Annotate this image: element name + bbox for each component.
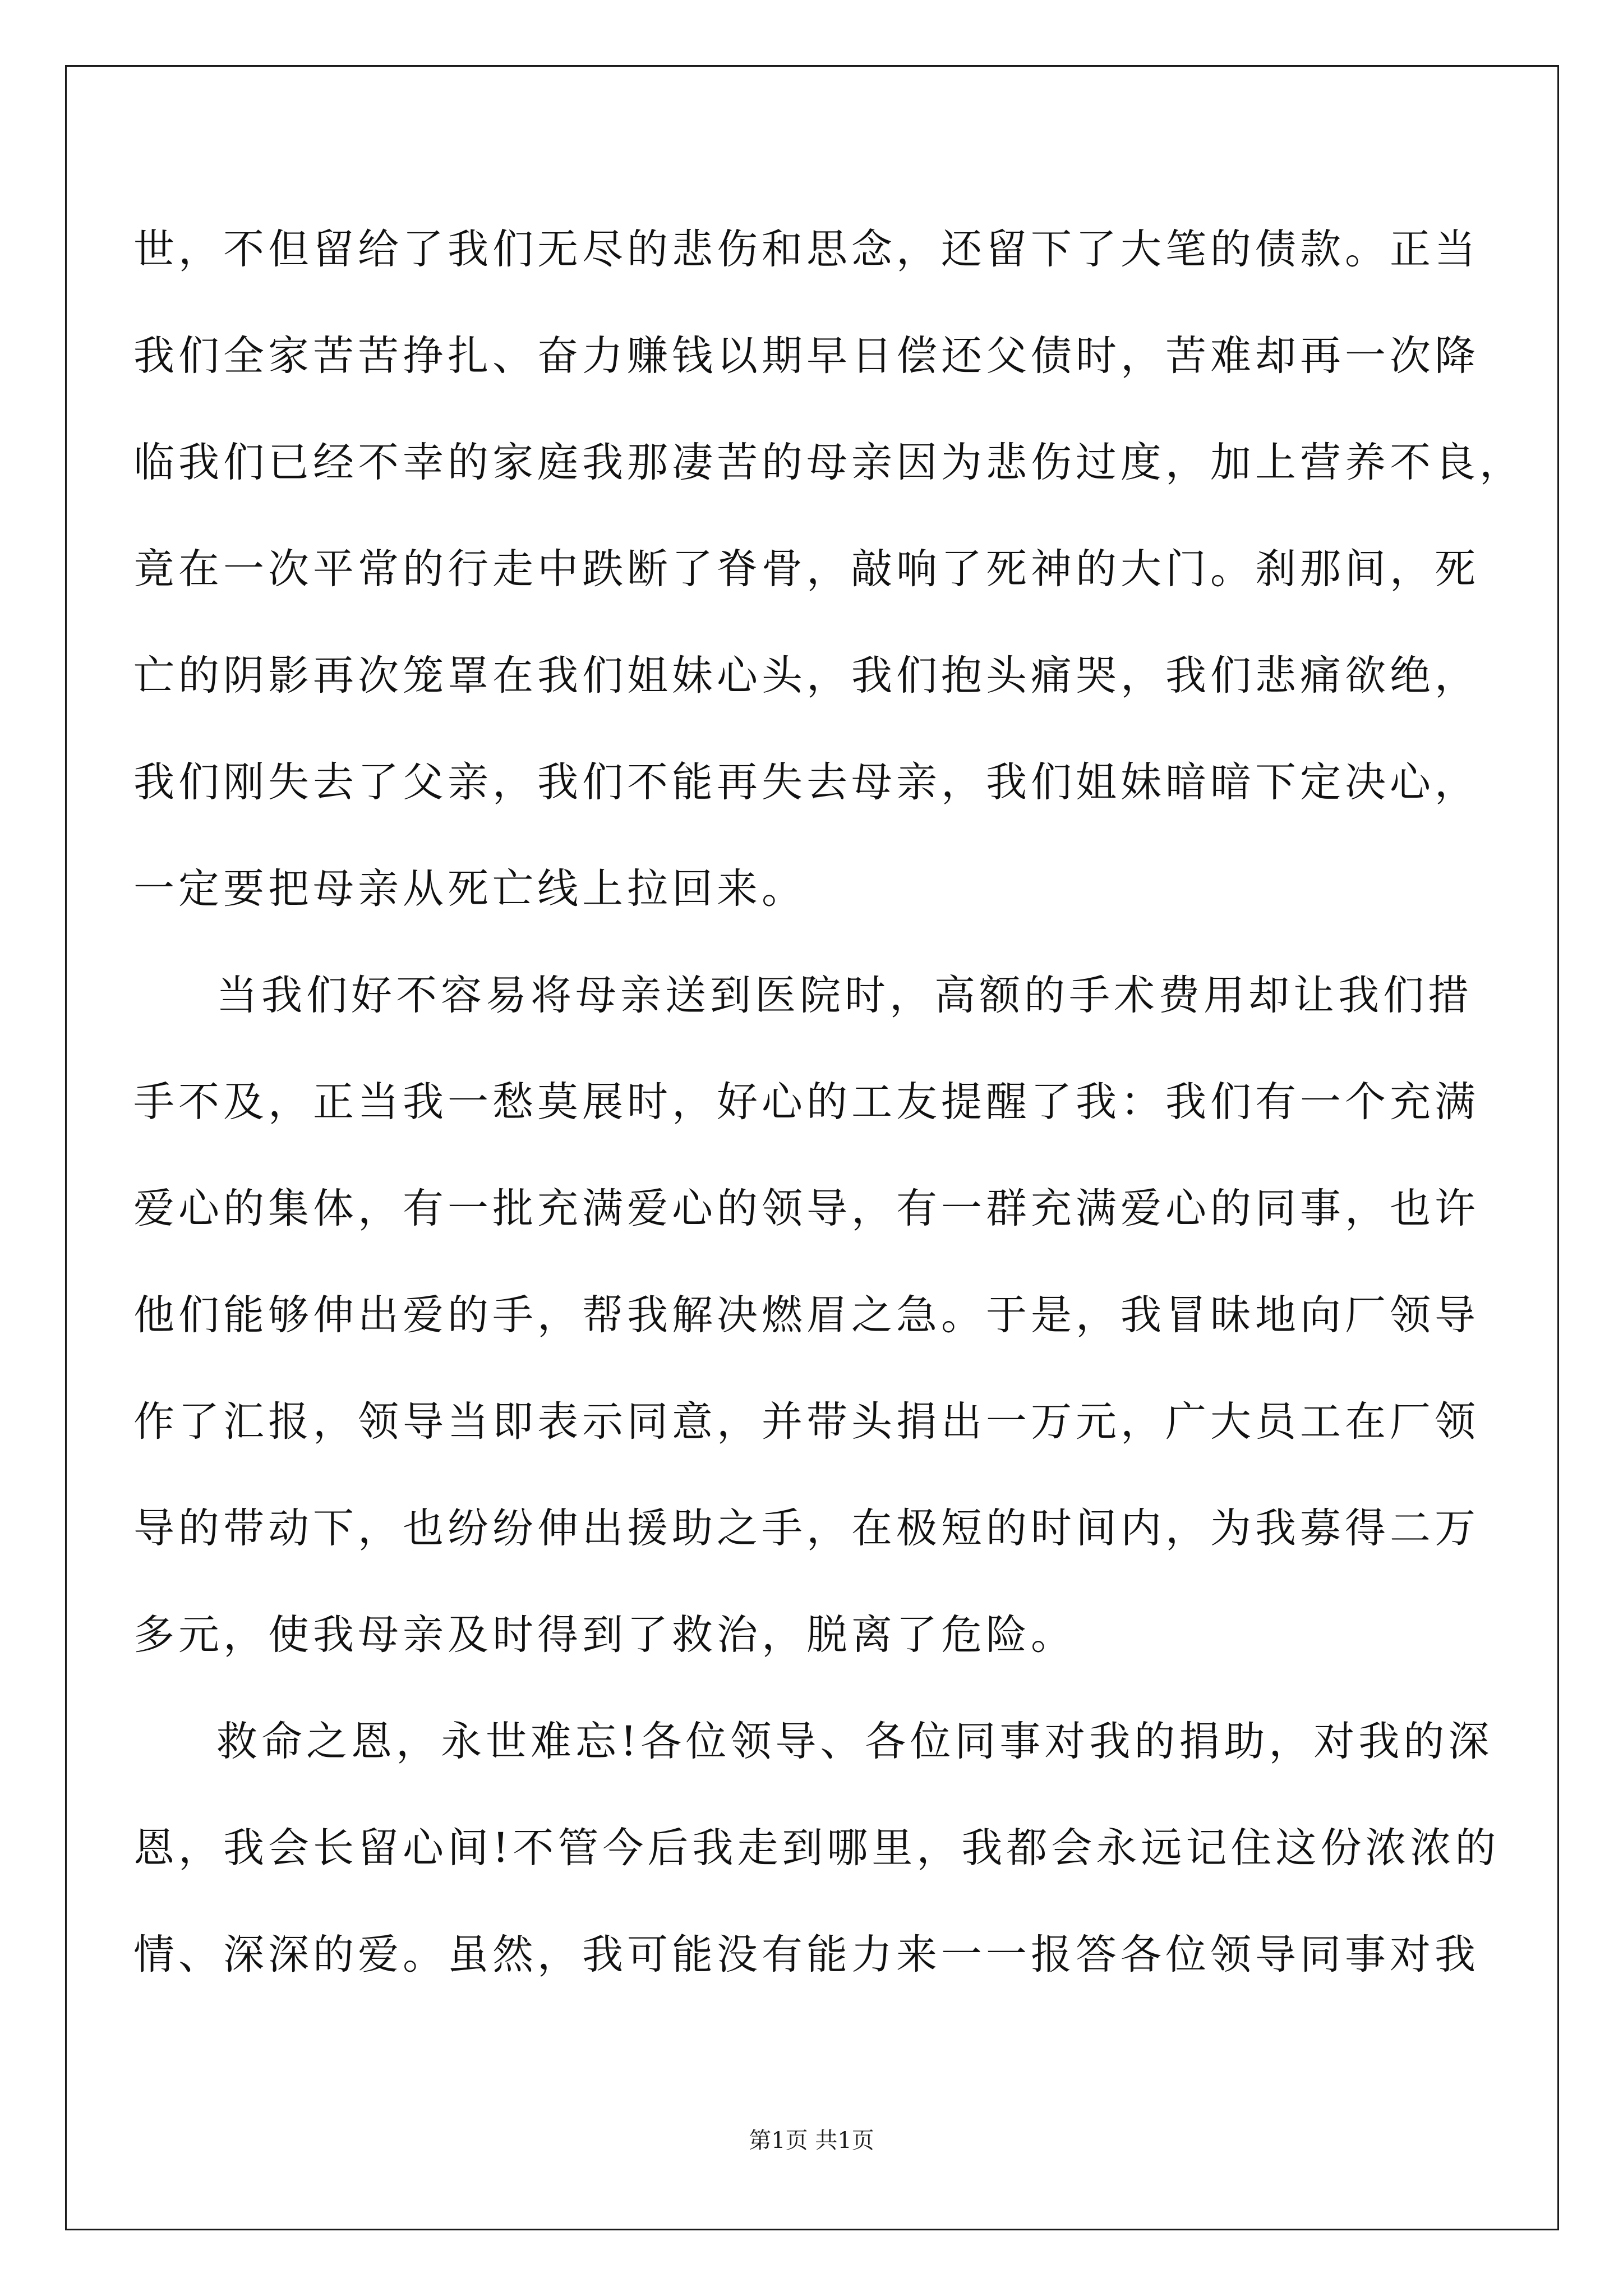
- text-line: 救命之恩，永世难忘!各位领导、各位同事对我的捐助，对我的深: [216, 1718, 1493, 1765]
- page-number-footer: 第1页 共1页: [749, 2128, 874, 2154]
- text-line: 恩，我会长留心间!不管今后我走到哪里，我都会永远记住这份浓浓的: [133, 1824, 1500, 1872]
- text-line: 他们能够伸出爱的手，帮我解决燃眉之急。于是，我冒昧地向厂领导: [133, 1291, 1479, 1339]
- text-line: 我们刚失去了父亲，我们不能再失去母亲，我们姐妹暗暗下定决心，: [133, 758, 1479, 806]
- text-line: 世，不但留给了我们无尽的悲伤和思念，还留下了大笔的债款。正当: [133, 226, 1479, 273]
- text-line: 临我们已经不幸的家庭我那凄苦的母亲因为悲伤过度，加上营养不良，: [133, 439, 1524, 486]
- text-line: 一定要把母亲从死亡线上拉回来。: [133, 865, 806, 913]
- text-line: 作了汇报，领导当即表示同意，并带头捐出一万元，广大员工在厂领: [133, 1398, 1479, 1446]
- text-line: 情、深深的爱。虽然，我可能没有能力来一一报答各位领导同事对我: [133, 1931, 1479, 1978]
- text-line: 爱心的集体，有一批充满爱心的领导，有一群充满爱心的同事，也许: [133, 1185, 1479, 1232]
- text-line: 当我们好不容易将母亲送到医院时，高额的手术费用却让我们措: [216, 972, 1473, 1019]
- text-line: 手不及，正当我一愁莫展时，好心的工友提醒了我：我们有一个充满: [133, 1078, 1479, 1126]
- text-line: 导的带动下，也纷纷伸出援助之手，在极短的时间内，为我募得二万: [133, 1504, 1479, 1552]
- text-line: 竟在一次平常的行走中跌断了脊骨，敲响了死神的大门。刹那间，死: [133, 545, 1479, 593]
- page-frame: [65, 65, 1559, 2230]
- text-line: 亡的阴影再次笼罩在我们姐妹心头，我们抱头痛哭，我们悲痛欲绝，: [133, 652, 1479, 700]
- text-line: 多元，使我母亲及时得到了救治，脱离了危险。: [133, 1611, 1076, 1659]
- text-line: 我们全家苦苦挣扎、奋力赚钱以期早日偿还父债时，苦难却再一次降: [133, 332, 1479, 380]
